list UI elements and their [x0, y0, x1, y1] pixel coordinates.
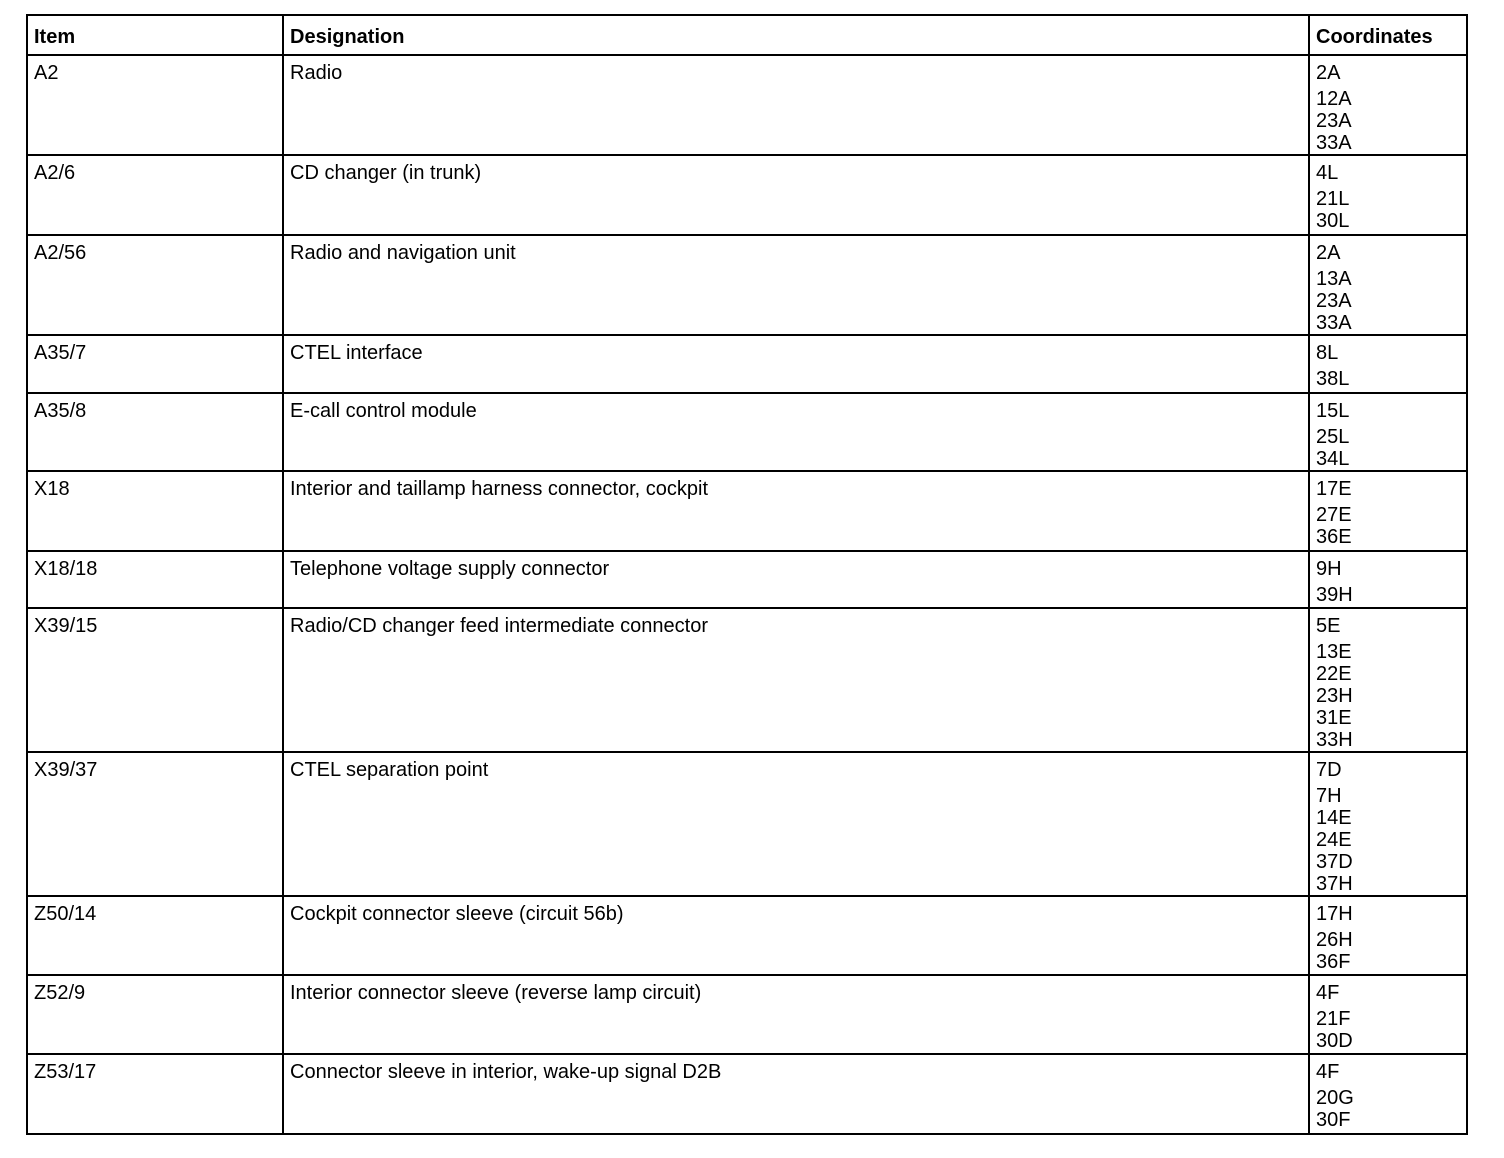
cell-item: X39/37	[27, 752, 283, 896]
cell-coordinates	[1309, 155, 1467, 235]
coordinate-value: 13A	[1316, 268, 1352, 290]
cell-designation: CD changer (in trunk)	[283, 155, 1309, 235]
cell-item: A2	[27, 55, 283, 155]
table-row	[27, 551, 1467, 608]
table-row	[27, 393, 1467, 471]
coordinate-value: 34L	[1316, 448, 1350, 470]
cell-coordinates	[1309, 55, 1467, 155]
cell-designation: Connector sleeve in interior, wake-up signal D2B	[283, 1054, 1309, 1134]
cell-designation: E-call control module	[283, 393, 1309, 471]
coordinate-value: 25L	[1316, 426, 1350, 448]
cell-item: X18	[27, 471, 283, 551]
coordinate-value: 30D	[1316, 1030, 1353, 1052]
table-row	[27, 752, 1467, 896]
coordinate-value: 27E	[1316, 504, 1352, 526]
cell-item: Z53/17	[27, 1054, 283, 1134]
coordinate-value: 37H	[1316, 873, 1353, 895]
coordinate-value: 26H	[1316, 929, 1353, 951]
coordinate-value: 33A	[1316, 132, 1352, 154]
cell-designation: CTEL separation point	[283, 752, 1309, 896]
component-legend-table	[26, 14, 1468, 1135]
coordinate-value: 4F	[1316, 982, 1340, 1004]
table-row	[27, 335, 1467, 393]
cell-item: X18/18	[27, 551, 283, 608]
header-item: Item	[27, 15, 283, 55]
cell-item: Z50/14	[27, 896, 283, 975]
coordinate-value: 22E	[1316, 663, 1352, 685]
cell-designation: Radio	[283, 55, 1309, 155]
coordinate-value: 9H	[1316, 558, 1342, 580]
coordinate-value: 4F	[1316, 1061, 1340, 1083]
coordinate-value: 23A	[1316, 290, 1352, 312]
cell-item: A35/8	[27, 393, 283, 471]
cell-designation: Telephone voltage supply connector	[283, 551, 1309, 608]
cell-coordinates	[1309, 1054, 1467, 1134]
coordinate-value: 33H	[1316, 729, 1353, 751]
coordinate-value: 38L	[1316, 368, 1350, 390]
coordinate-value: 17E	[1316, 478, 1352, 500]
coordinate-value: 8L	[1316, 342, 1339, 364]
table-row	[27, 896, 1467, 975]
table-row	[27, 55, 1467, 155]
cell-item: A2/6	[27, 155, 283, 235]
coordinate-value: 2A	[1316, 62, 1341, 84]
coordinate-value: 30F	[1316, 1109, 1351, 1131]
coordinate-value: 2A	[1316, 242, 1341, 264]
cell-designation: CTEL interface	[283, 335, 1309, 393]
cell-coordinates	[1309, 393, 1467, 471]
cell-designation: Radio and navigation unit	[283, 235, 1309, 335]
table-row	[27, 608, 1467, 752]
coordinate-value: 7H	[1316, 785, 1342, 807]
coordinate-value: 24E	[1316, 829, 1352, 851]
table-row	[27, 155, 1467, 235]
cell-designation: Interior and taillamp harness connector, cockpit	[283, 471, 1309, 551]
coordinate-value: 36F	[1316, 951, 1351, 973]
coordinate-value: 30L	[1316, 210, 1350, 232]
coordinate-value: 15L	[1316, 400, 1350, 422]
coordinate-value: 21L	[1316, 188, 1350, 210]
cell-coordinates	[1309, 471, 1467, 551]
table-row	[27, 975, 1467, 1054]
coordinate-value: 5E	[1316, 615, 1341, 637]
cell-designation: Radio/CD changer feed intermediate connector	[283, 608, 1309, 752]
coordinate-value: 39H	[1316, 584, 1353, 606]
table-body	[27, 55, 1467, 1134]
table-row	[27, 235, 1467, 335]
coordinate-value: 23A	[1316, 110, 1352, 132]
cell-coordinates	[1309, 896, 1467, 975]
coordinate-value: 4L	[1316, 162, 1339, 184]
table-row	[27, 471, 1467, 551]
coordinate-value: 33A	[1316, 312, 1352, 334]
coordinate-value: 14E	[1316, 807, 1352, 829]
coordinate-value: 20G	[1316, 1087, 1354, 1109]
cell-item: X39/15	[27, 608, 283, 752]
coordinate-value: 36E	[1316, 526, 1352, 548]
cell-coordinates	[1309, 975, 1467, 1054]
coordinate-value: 31E	[1316, 707, 1352, 729]
header-designation: Designation	[283, 15, 1309, 55]
cell-coordinates	[1309, 752, 1467, 896]
cell-coordinates	[1309, 551, 1467, 608]
cell-coordinates	[1309, 235, 1467, 335]
cell-item: Z52/9	[27, 975, 283, 1054]
cell-coordinates	[1309, 608, 1467, 752]
coordinate-value: 12A	[1316, 88, 1352, 110]
coordinate-value: 17H	[1316, 903, 1353, 925]
header-coordinates: Coordinates	[1309, 15, 1467, 55]
table-row	[27, 1054, 1467, 1134]
coordinate-value: 7D	[1316, 759, 1342, 781]
coordinate-value: 37D	[1316, 851, 1353, 873]
cell-designation: Interior connector sleeve (reverse lamp circuit)	[283, 975, 1309, 1054]
coordinate-value: 13E	[1316, 641, 1352, 663]
coordinate-value: 21F	[1316, 1008, 1351, 1030]
cell-coordinates	[1309, 335, 1467, 393]
table-header-row	[27, 15, 1467, 55]
cell-item: A35/7	[27, 335, 283, 393]
coordinate-value: 23H	[1316, 685, 1353, 707]
cell-item: A2/56	[27, 235, 283, 335]
cell-designation: Cockpit connector sleeve (circuit 56b)	[283, 896, 1309, 975]
